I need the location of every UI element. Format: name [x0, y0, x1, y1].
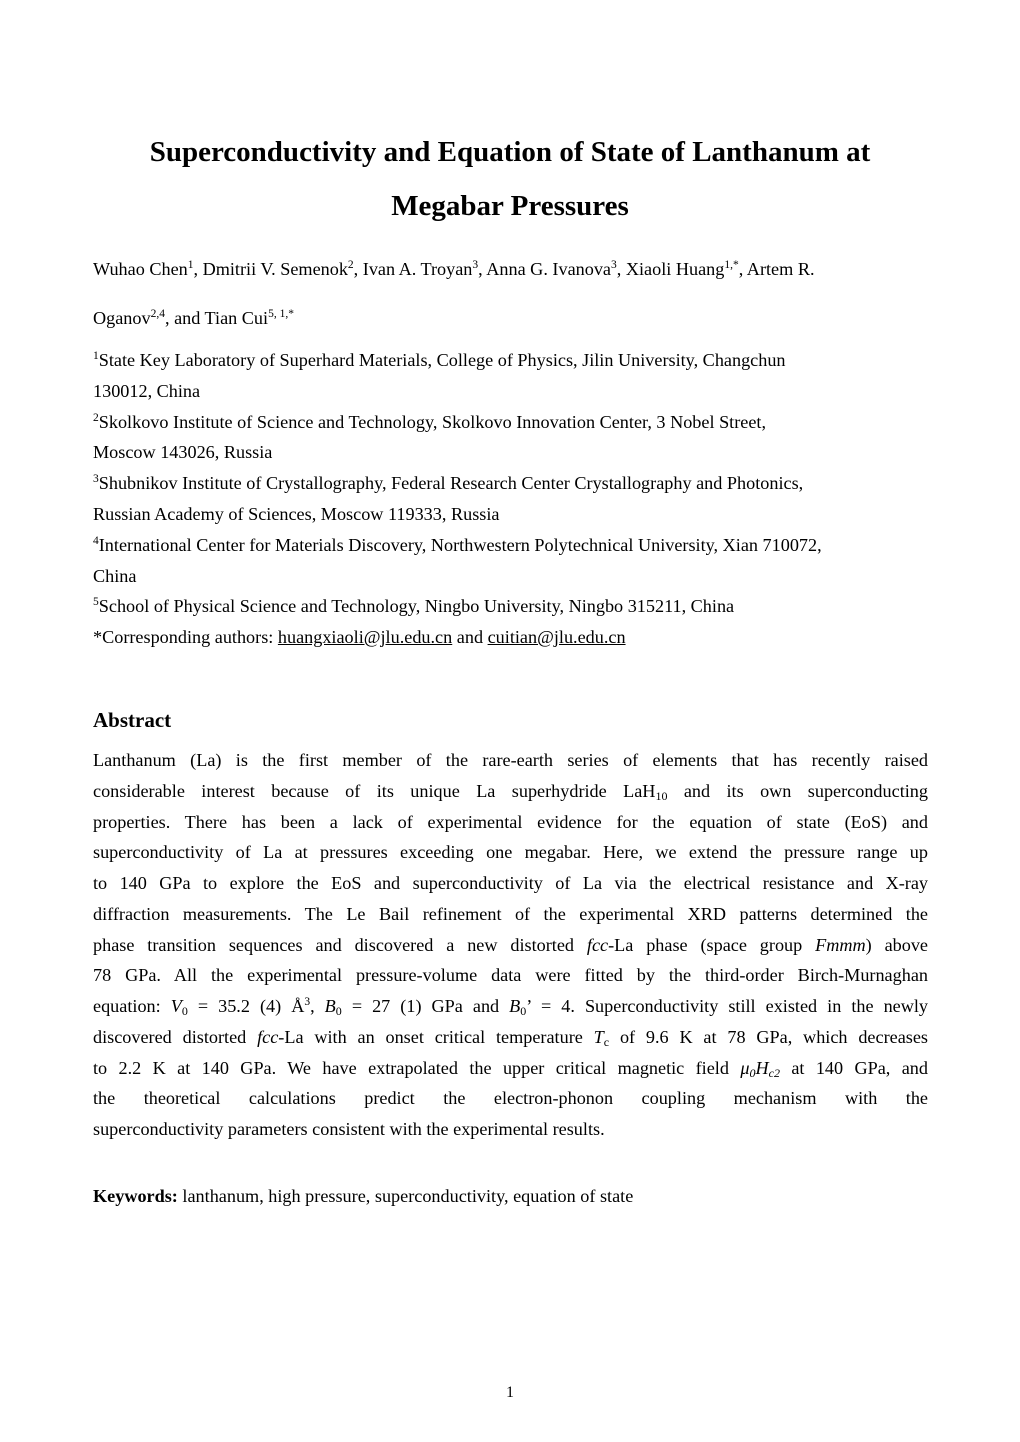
text-segment: the theoretical calculations predict the electron-phonon coupling mechanism with the	[93, 1088, 928, 1109]
text-segment: Shubnikov Institute of Crystallography, Federal Research Center Crystallography and Photonics,	[98, 473, 804, 494]
text-segment: , Xiaoli Huang	[616, 259, 725, 279]
abstract-line	[93, 996, 928, 1020]
text-segment: Fmmm	[815, 934, 866, 955]
text-segment: China	[93, 565, 137, 586]
text-segment: Moscow 143026, Russia	[93, 442, 273, 463]
text-segment: 78 GPa. All the experimental pressure-volume data were fitted by the third-order Birch-Murnaghan	[93, 965, 928, 986]
text-segment: c2	[768, 1065, 780, 1080]
affiliation-line	[93, 535, 822, 556]
text-segment: 10	[655, 788, 668, 803]
text-segment: considerable interest because of its unique La superhydride LaH	[93, 780, 656, 801]
text-segment: Wuhao Chen	[93, 259, 188, 279]
text-segment: 5, 1,*	[268, 308, 294, 320]
text-segment: , Ivan A. Troyan	[353, 259, 473, 279]
abstract-line	[93, 1058, 928, 1082]
abstract-line	[93, 873, 928, 897]
abstract-line	[93, 812, 928, 836]
abstract-line	[93, 904, 928, 928]
text-segment: , and Tian Cui	[164, 308, 269, 328]
affiliation-line	[93, 566, 136, 587]
email-link[interactable]: cuitian@jlu.edu.cn	[487, 627, 626, 648]
text-segment: fcc	[586, 934, 609, 955]
text-segment: μ	[740, 1057, 750, 1078]
text-segment: V	[170, 996, 182, 1016]
abstract-line	[93, 842, 928, 866]
text-segment: B	[324, 996, 336, 1016]
text-segment: 0	[749, 1065, 756, 1080]
text-segment: ,	[310, 996, 325, 1016]
text-segment: fcc	[257, 1026, 279, 1047]
text-segment: 3	[611, 259, 617, 271]
text-segment: -La phase (space group	[608, 934, 816, 955]
author-line	[93, 308, 294, 329]
abstract-line	[93, 965, 928, 989]
text-segment: to 140 GPa to explore the EoS and superconductivity of La via the electrical resistance and X-ray	[93, 873, 928, 893]
affiliation-line	[93, 596, 734, 617]
abstract-line	[93, 1088, 928, 1112]
page-number: 1	[506, 1384, 514, 1401]
affiliation-line	[93, 350, 786, 371]
keywords	[93, 1186, 633, 1207]
keywords-text: lanthanum, high pressure, superconductivity, equation of state	[177, 1186, 634, 1206]
text-segment: 4	[93, 534, 99, 547]
abstract-line	[93, 781, 928, 805]
text-segment: T	[593, 1026, 604, 1047]
affiliation-line	[93, 627, 626, 648]
text-segment: to 2.2 K at 140 GPa. We have extrapolated the upper critical magnetic field	[93, 1057, 741, 1078]
text-segment: and its own superconducting	[667, 780, 928, 801]
text-segment: 3	[93, 473, 99, 486]
text-segment: H	[755, 1057, 769, 1078]
text-segment: properties. There has been a lack of experimental evidence for the equation of state (EoS) and	[93, 811, 928, 832]
text-segment: , Artem R.	[738, 259, 815, 279]
text-segment: 130012, China	[93, 380, 201, 401]
text-segment: 1	[93, 350, 99, 362]
text-segment: Skolkovo Institute of Science and Technology, Skolkovo Innovation Center, 3 Nobel Street,	[98, 411, 767, 432]
text-segment: 3	[304, 996, 311, 1008]
text-segment: discovered distorted	[93, 1026, 258, 1047]
text-segment: International Center for Materials Discovery, Northwestern Polytechnical University, Xian 710072,	[98, 534, 822, 555]
text-segment: Russian Academy of Sciences, Moscow 119333, Russia	[93, 504, 500, 524]
affiliation-line	[93, 442, 272, 463]
text-segment: superconductivity of La at pressures exceeding one megabar. Here, we extend the pressure range up	[93, 842, 928, 863]
text-segment: 5	[93, 596, 99, 609]
text-segment: equation:	[93, 996, 171, 1016]
affiliation-line	[93, 504, 499, 525]
text-segment: State Key Laboratory of Superhard Materials, College of Physics, Jilin University, Changchun	[98, 350, 786, 370]
abstract-line	[93, 1119, 605, 1140]
text-segment: 0	[181, 1004, 188, 1018]
abstract-line	[93, 935, 928, 959]
text-segment: and	[452, 627, 488, 648]
text-segment: = 27 (1) GPa and	[341, 996, 510, 1016]
text-segment: Lanthanum (La) is the first member of the rare-earth series of elements that has recently raised	[93, 750, 928, 770]
author-line	[93, 259, 815, 280]
paper-title-line-1: Superconductivity and Equation of State of Lanthanum at	[149, 136, 871, 168]
text-segment: ) above	[865, 934, 928, 955]
text-segment: B	[509, 996, 521, 1016]
text-segment: diffraction measurements. The Le Bail refinement of the experimental XRD patterns determined the	[93, 903, 928, 924]
text-segment: phase transition sequences and discovered a new distorted	[93, 934, 587, 955]
text-segment: superconductivity parameters consistent with the experimental results.	[93, 1119, 605, 1139]
abstract-line	[93, 1027, 928, 1051]
text-segment: , Anna G. Ivanova	[478, 259, 611, 279]
text-segment: -La with an onset critical temperature	[278, 1026, 594, 1047]
text-segment: 1	[187, 259, 194, 271]
text-segment: of 9.6 K at 78 GPa, which decreases	[609, 1026, 928, 1047]
text-segment: ’ = 4. Superconductivity still existed in the newly	[526, 996, 928, 1016]
abstract-heading: Abstract	[93, 708, 172, 732]
text-segment: 2	[93, 411, 99, 424]
affiliation-line	[93, 412, 766, 433]
text-segment: , Dmitrii V. Semenok	[193, 259, 348, 279]
text-segment: School of Physical Science and Technology, Ningbo University, Ningbo 315211, China	[98, 596, 735, 617]
keywords-label: Keywords:	[93, 1186, 178, 1206]
text-segment: at 140 GPa, and	[779, 1057, 928, 1078]
text-segment: c	[603, 1034, 610, 1049]
text-segment: 2	[347, 259, 354, 271]
text-segment: 0	[335, 1004, 342, 1018]
text-segment: *Corresponding authors:	[93, 627, 278, 648]
text-segment: = 35.2 (4) Å	[187, 996, 305, 1016]
text-segment: 0	[520, 1004, 527, 1018]
paper-title-line-2: Megabar Pressures	[391, 190, 629, 222]
text-segment: 3	[472, 259, 479, 271]
text-segment: 1,*	[724, 259, 739, 271]
abstract-line	[93, 750, 928, 774]
text-segment: 2,4	[150, 308, 165, 320]
email-link[interactable]: huangxiaoli@jlu.edu.cn	[277, 627, 453, 648]
affiliation-line	[93, 381, 200, 402]
text-segment: Oganov	[93, 308, 151, 328]
affiliation-line	[93, 473, 803, 494]
